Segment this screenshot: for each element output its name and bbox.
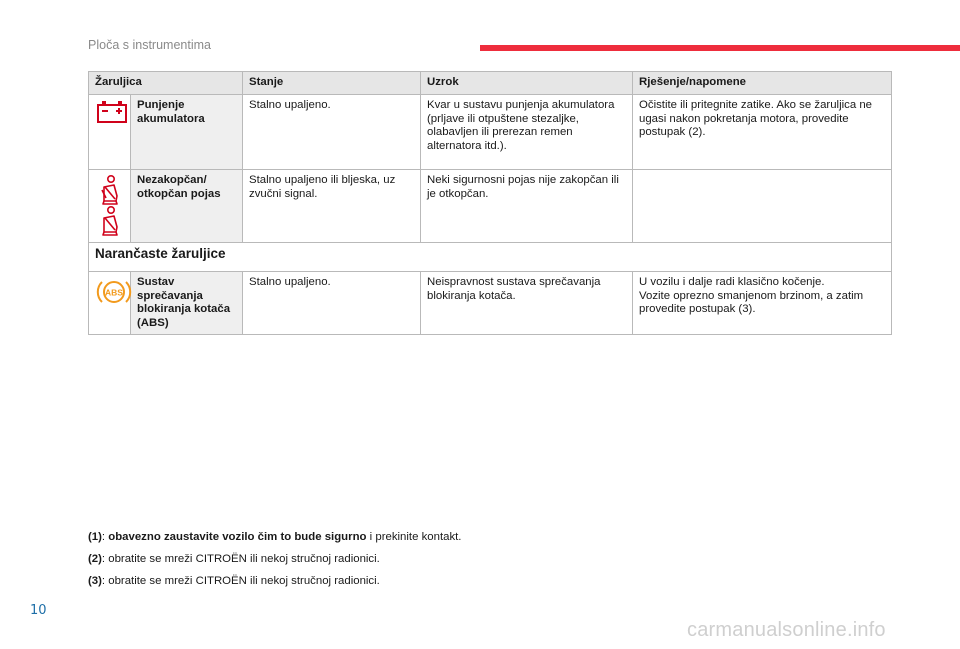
footnote-marker: (2) — [88, 553, 102, 565]
warning-lamp-table — [88, 71, 892, 335]
lamp-name: Nezakopčan/ otkopčan pojas — [131, 170, 243, 243]
table-row — [89, 95, 892, 170]
battery-icon — [95, 99, 124, 125]
lamp-uzrok: Neki sigurnosni pojas nije zakopčan ili je otkopčan. — [421, 170, 633, 243]
column-header-zaruljica: Žaruljica — [89, 72, 243, 95]
lamp-stanje: Stalno upaljeno ili bljeska, uz zvučni signal. — [243, 170, 421, 243]
lamp-uzrok: Neispravnost sustava sprečavanja blokiranja kotača. — [421, 272, 633, 335]
footnote-text: : obratite se mreži CITROËN ili nekoj stručnoj radionici. — [101, 553, 380, 565]
lamp-name: Sustav sprečavanja blokiranja kotača (ABS) — [131, 272, 243, 335]
lamp-rjesenje: Očistite ili pritegnite zatike. Ako se žaruljica ne ugasi nakon pokretanja motora, provedite postupak (2). — [633, 95, 892, 170]
rjesenje-line: U vozilu i dalje radi klasično kočenje. — [639, 276, 825, 288]
lamp-icon-cell — [89, 95, 131, 170]
footnotes — [88, 531, 461, 597]
footnote-text: i prekinite kontakt. — [366, 531, 462, 543]
page-header-title: Ploča s instrumentima — [88, 38, 211, 52]
footnote-2 — [88, 553, 461, 566]
lamp-icon-cell — [89, 272, 131, 335]
lamp-uzrok: Kvar u sustavu punjenja akumulatora (prljave ili otpuštene stezaljke, olabavljen ili prerezan remen alternatora itd.). — [421, 95, 633, 170]
rjesenje-line: Vozite oprezno smanjenom brzinom, a zatim provedite postupak (3). — [639, 289, 864, 315]
seatbelt-icon — [95, 174, 124, 236]
footnote-emphasis: obavezno zaustavite vozilo čim to bude sigurno — [108, 531, 367, 543]
section-row — [89, 243, 892, 272]
footnote-marker: (3) — [88, 575, 102, 587]
lamp-stanje: Stalno upaljeno. — [243, 95, 421, 170]
column-header-rjesenje: Rješenje/napomene — [633, 72, 892, 95]
table-header-row — [89, 72, 892, 95]
header-accent-bar — [480, 45, 960, 51]
lamp-rjesenje — [633, 272, 892, 335]
table-row — [89, 170, 892, 243]
lamp-icon-cell — [89, 170, 131, 243]
column-header-uzrok: Uzrok — [421, 72, 633, 95]
lamp-stanje: Stalno upaljeno. — [243, 272, 421, 335]
lamp-name: Punjenje akumulatora — [131, 95, 243, 170]
footnote-marker: (1) — [88, 531, 102, 543]
footnote-text: : obratite se mreži CITROËN ili nekoj stručnoj radionici. — [101, 575, 380, 587]
abs-icon — [95, 276, 124, 308]
section-title: Narančaste žaruljice — [89, 243, 892, 272]
column-header-stanje: Stanje — [243, 72, 421, 95]
svg-text:ABS: ABS — [105, 287, 123, 298]
table-row — [89, 272, 892, 335]
lamp-rjesenje — [633, 170, 892, 243]
watermark: carmanualsonline.info — [687, 619, 886, 641]
page-number: 10 — [30, 603, 47, 618]
footnote-3 — [88, 575, 461, 588]
footnote-1: (1): obavezno zaustavite vozilo čim to bude sigurno i prekinite kontakt. — [88, 531, 462, 543]
